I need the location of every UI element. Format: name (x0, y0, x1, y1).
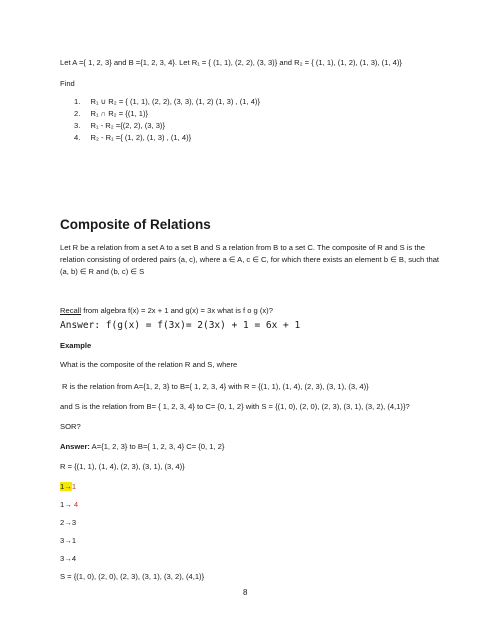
mapping-row (60, 554, 76, 564)
mapping-row (60, 518, 76, 528)
recall-line (60, 306, 273, 316)
list-number: 2. (74, 109, 81, 118)
answer-label: Answer: (60, 442, 90, 451)
mapping-from: 1 (60, 500, 65, 509)
list-text: R₁ ∪ R₂ = { (1, 1), (2, 2), (3, 3), (1, 2) (1, 3) , (1, 4)} (90, 97, 261, 106)
list-item (74, 109, 148, 118)
mapping-from: 3 (60, 536, 65, 545)
mapping-to: 4 (73, 500, 79, 509)
list-item (74, 133, 191, 142)
relation-s-line: and S is the relation from B= { 1, 2, 3, 4} to C= {0, 1, 2} with S = {(1, 0), (2, 0), (2, 3), (3, 1), (3, 2), (4,1)}? (60, 402, 410, 411)
arrow-icon: → (64, 482, 72, 491)
definition-paragraph: Let R be a relation from a set A to a set B and S a relation from B to a set C. The composite of R and S is the relation consisting of ordered pairs (a, c), where a ∈ A, c ∈ C, for which there exists an element b ∈ B, such that (a, b) ∈ R and (b, c) ∈ S (60, 243, 440, 276)
list-text: R₁ - R₂ ={(2, 2), (3, 3)} (90, 121, 165, 130)
mapping-from: 3 (60, 554, 65, 563)
arrow-icon: → (64, 518, 72, 527)
mapping-from: 2 (60, 518, 65, 527)
list-item (74, 97, 260, 106)
example-question: What is the composite of the relation R and S, where (60, 360, 238, 369)
arrow-icon: → (64, 536, 72, 545)
mapping-row (60, 536, 76, 546)
mapping-row (60, 482, 76, 492)
list-item (74, 121, 165, 130)
answer-line: Answer: f(g(x) = f(3x)= 2(3x) + 1 = 6x + 1 (60, 320, 301, 331)
answer-sets-line (60, 442, 224, 452)
section-title: Composite of Relations (60, 217, 211, 232)
recall-text: from algebra f(x) = 2x + 1 and g(x) = 3x what is f o g (x)? (81, 306, 273, 315)
r-set-line: R = {(1, 1), (1, 4), (2, 3), (3, 1), (3, 4)} (60, 462, 185, 471)
list-number: 1. (74, 97, 81, 106)
s-set-line: S = {(1, 0), (2, 0), (2, 3), (3, 1), (3, 2), (4,1)} (60, 572, 205, 581)
list-text: R₂ - R₁ ={ (1, 2), (1, 3) , (1, 4)} (90, 133, 192, 142)
mapping-from: 1→ (60, 482, 72, 491)
mapping-to: 4 (71, 554, 77, 563)
page-number: 8 (243, 588, 248, 597)
recall-label: Recall (60, 306, 82, 315)
mapping-to: 1 (71, 536, 77, 545)
intro-sets: Let A ={ 1, 2, 3} and B ={1, 2, 3, 4}. Let R₁ = { (1, 1), (2, 2), (3, 3)} and R₂ = { (1, 1), (1, 2), (1, 3), (1, 4)} (60, 58, 402, 67)
mapping-row (60, 500, 78, 510)
answer-sets-text: A={1, 2, 3} to B={ 1, 2, 3, 4} C= {0, 1, 2} (89, 442, 225, 451)
find-label: Find (60, 79, 75, 88)
arrow-icon: → (64, 554, 72, 563)
list-text: R₁ ∩ R₂ = {(1, 1)} (90, 109, 149, 118)
sor-question: SOR? (60, 422, 81, 431)
mapping-to: 1 (71, 482, 77, 491)
example-label: Example (60, 341, 92, 350)
list-number: 4. (74, 133, 81, 142)
mapping-to: 3 (71, 518, 77, 527)
arrow-icon: → (64, 500, 72, 509)
relation-r-line: R is the relation from A={1, 2, 3} to B={ 1, 2, 3, 4} with R = {(1, 1), (1, 4), (2, 3), (3, 1), (3, 4)} (62, 382, 369, 391)
list-number: 3. (74, 121, 81, 130)
